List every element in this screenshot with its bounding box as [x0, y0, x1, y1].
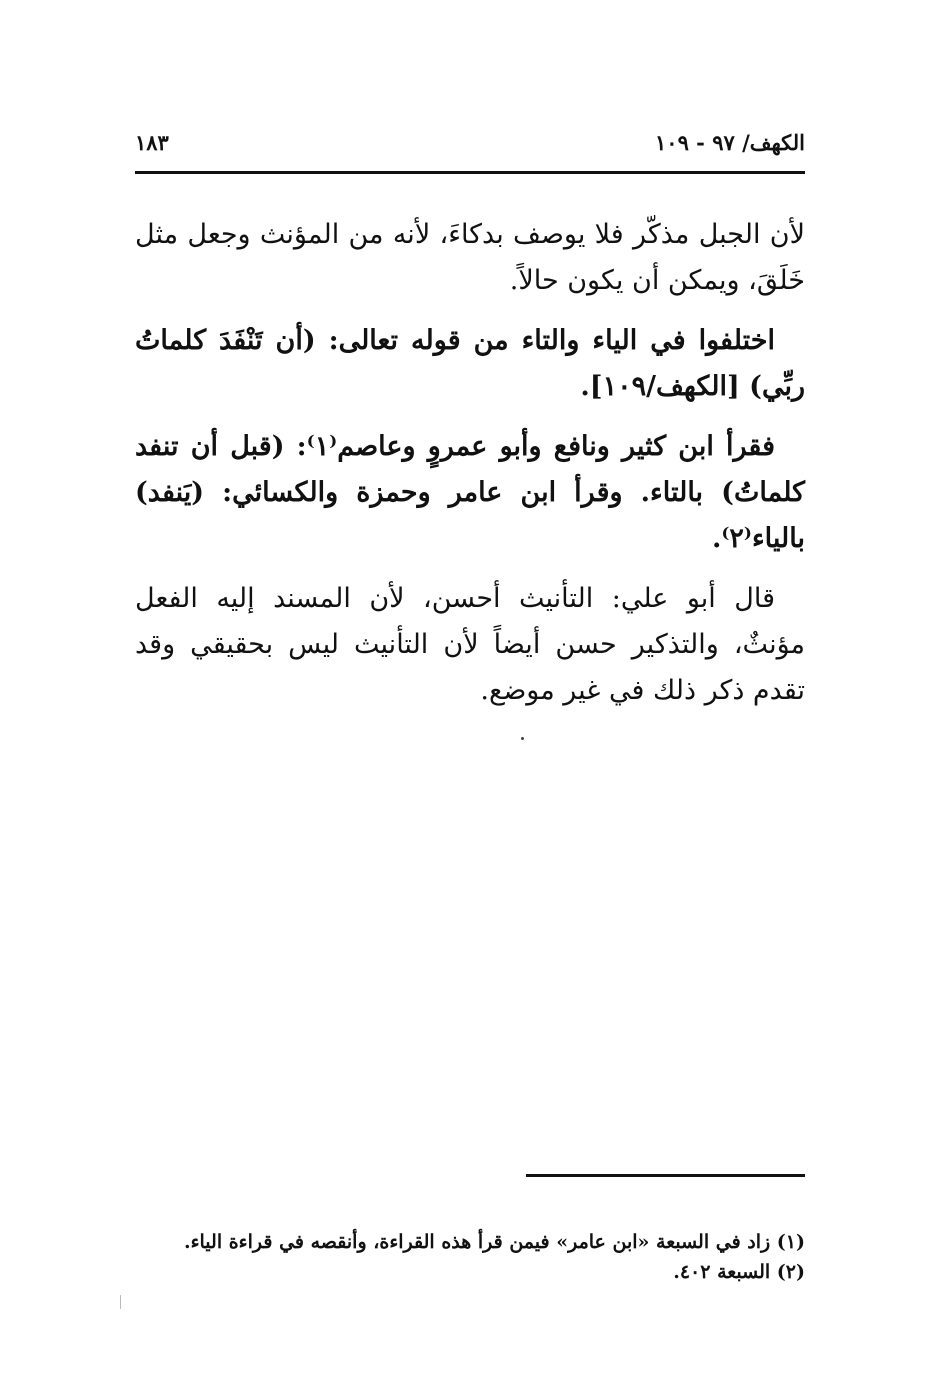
- header-rule: [135, 171, 805, 174]
- footnote-1: (١) زاد في السبعة «ابن عامر» فيمن قرأ هذه القراءة، وأنقصه في قراءة الياء.: [183, 1231, 805, 1253]
- main-text: [135, 212, 805, 728]
- paragraph-2: اختلفوا في الياء والتاء من قوله تعالى: (أن تَنْفَدَ كلماتُ ربِّي) [الكهف/١٠٩].: [135, 325, 805, 402]
- running-header-title: الكهف/ ٩٧ - ١٠٩: [655, 130, 805, 155]
- page-number: ١٨٣: [135, 130, 169, 155]
- stray-dot: [521, 737, 524, 740]
- footnote-2: (٢) السبعة ٤٠٢.: [673, 1261, 805, 1283]
- paragraph-4: قال أبو علي: التأنيث أحسن، لأن المسند إليه الفعل مؤنثٌ، والتذكير حسن أيضاً لأن التأنيث ليس بحقيقي وقد تقدم ذكر ذلك في غير موضع.: [135, 583, 805, 706]
- footnote-rule: [526, 1174, 805, 1177]
- footnotes: [135, 1227, 805, 1287]
- paragraph-3: فقرأ ابن كثير ونافع وأبو عمروٍ وعاصم⁽١⁾: (قبل أن تنفد كلماتُ) بالتاء. وقرأ ابن عامر وحمزة والكسائي: (يَنفد) بالياء⁽٢⁾.: [135, 431, 805, 554]
- paragraph-1: لأن الجبل مذكّر فلا يوصف بدكاءَ، لأنه من المؤنث وجعل مثل خَلَقَ، ويمكن أن يكون حالاً.: [135, 219, 805, 296]
- margin-mark: [120, 1295, 121, 1309]
- running-header: [135, 130, 805, 164]
